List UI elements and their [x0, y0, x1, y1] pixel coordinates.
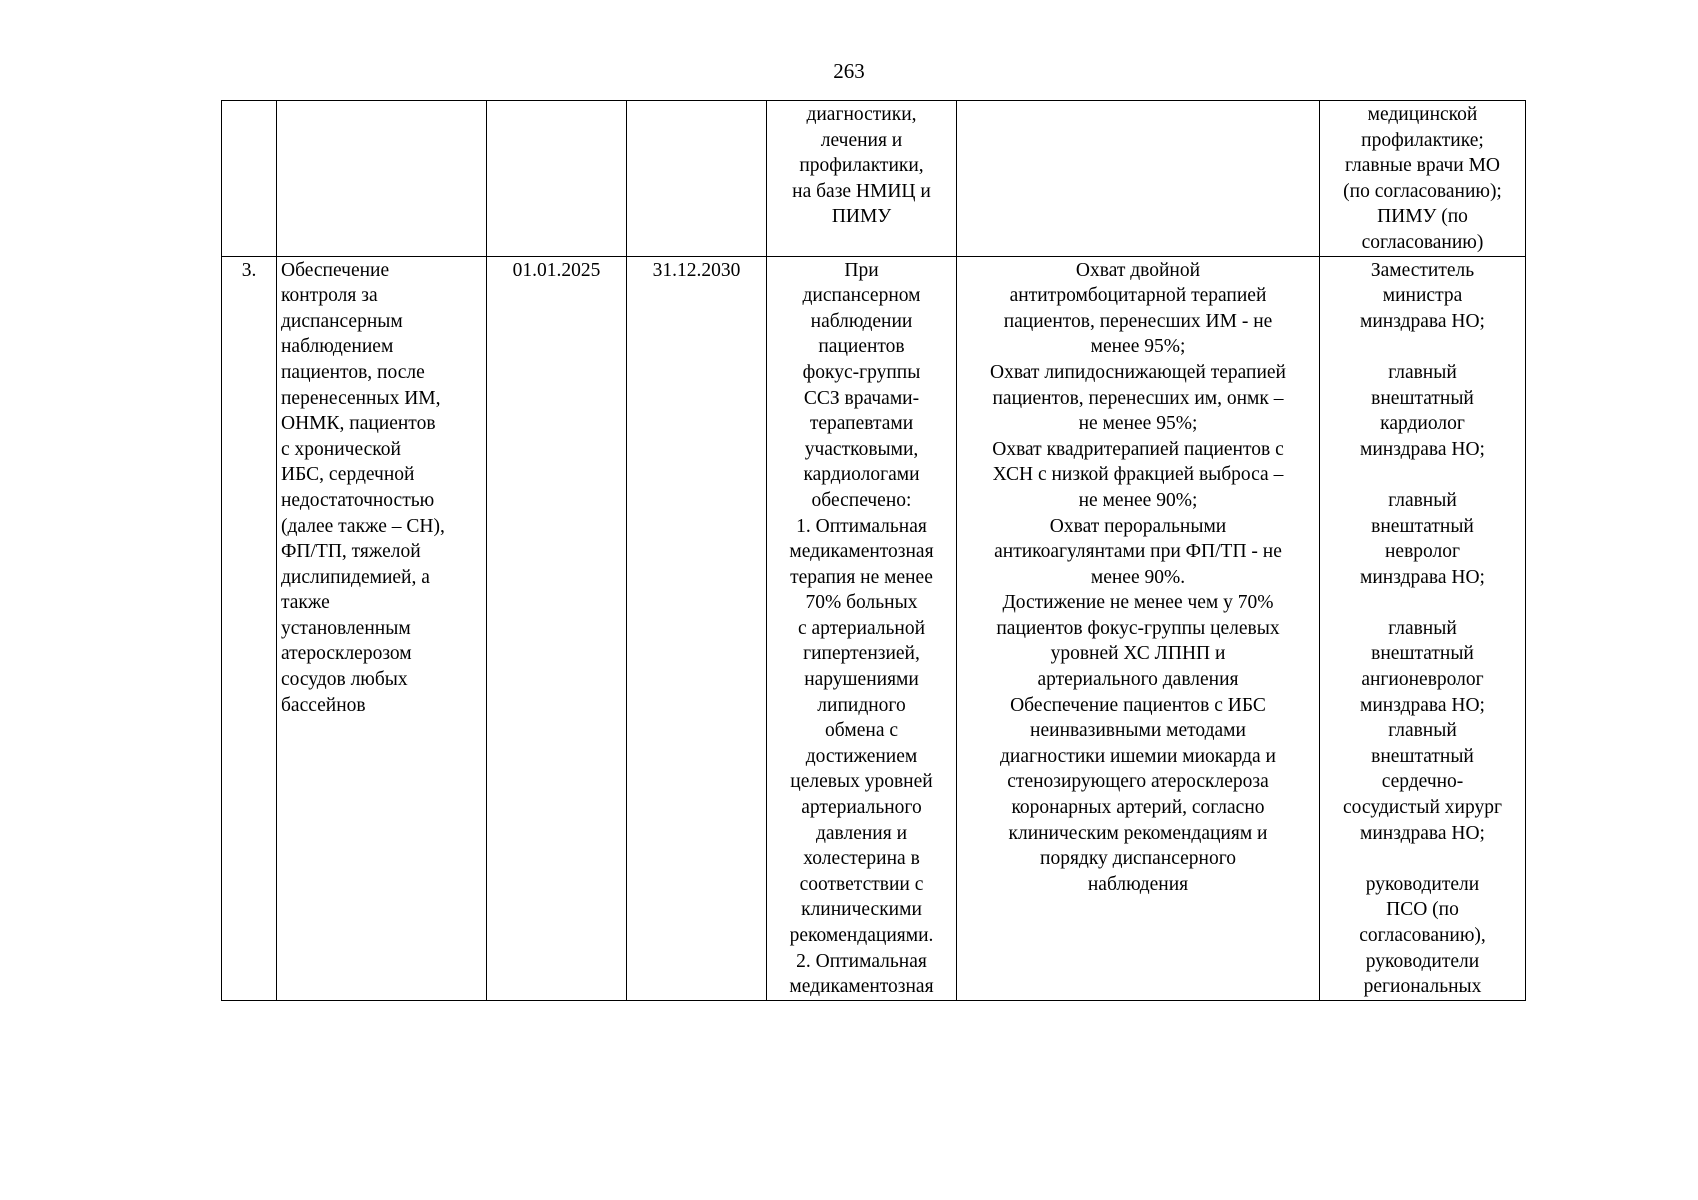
row-number-cell: 3. — [222, 256, 277, 1000]
measures-table — [221, 100, 1526, 1001]
table-row — [222, 256, 1526, 1000]
table-row — [222, 101, 1526, 257]
task-cell: Обеспечение контроля за диспансерным наблюдением пациентов, после перенесенных ИМ, ОНМК, пациентов с хронической ИБС, сердечной недостаточностью (далее также – СН), ФП/ТП, тяжелой дислипидемией, а также установленным атеросклерозом сосудов любых бассейнов — [277, 256, 487, 1000]
indicator-cell: Охват двойной антитромбоцитарной терапией пациентов, перенесших ИМ - не менее 95%; Охват липидоснижающей терапией пациентов, перенесших им, онмк – не менее 95%; Охват квадритерапией пациентов с ХСН с низкой фракцией выброса – не менее 90%; Охват пероральными антикоагулянтами при ФП/ТП - не менее 90%. Достижение не менее чем у 70% пациентов фокус-группы целевых уровней ХС ЛПНП и артериального давления Обеспечение пациентов с ИБС неинвазивными методами диагностики ишемии миокарда и стенозирующего атеросклероза коронарных артерий, согласно клиническим рекомендациям и порядку диспансерного наблюдения — [957, 256, 1320, 1000]
result-cell: При диспансерном наблюдении пациентов фокус-группы ССЗ врачами- терапевтами участковыми, кардиологами обеспечено: 1. Оптимальная медикаментозная терапия не менее 70% больных с артериальной гипертензией, нарушениями липидного обмена с достижением целевых уровней артериального давления и холестерина в соответствии с клиническими рекомендациями. 2. Оптимальная медикаментозная — [767, 256, 957, 1000]
responsible-cell: Заместитель министра минздрава НО; главный внештатный кардиолог минздрава НО; главный внештатный невролог минздрава НО; главный внештатный ангионевролог минздрава НО; главный внештатный сердечно- сосудистый хирург минздрава НО; руководители ПСО (по согласованию), руководители региональных — [1320, 256, 1526, 1000]
task-cell — [277, 101, 487, 257]
indicator-cell — [957, 101, 1320, 257]
end-date-cell: 31.12.2030 — [627, 256, 767, 1000]
start-date-cell — [487, 101, 627, 257]
page-number: 263 — [833, 59, 865, 83]
start-date-cell: 01.01.2025 — [487, 256, 627, 1000]
result-cell: диагностики, лечения и профилактики, на базе НМИЦ и ПИМУ — [767, 101, 957, 257]
row-number-cell — [222, 101, 277, 257]
end-date-cell — [627, 101, 767, 257]
responsible-cell: медицинской профилактике; главные врачи МО (по согласованию); ПИМУ (по согласованию) — [1320, 101, 1526, 257]
